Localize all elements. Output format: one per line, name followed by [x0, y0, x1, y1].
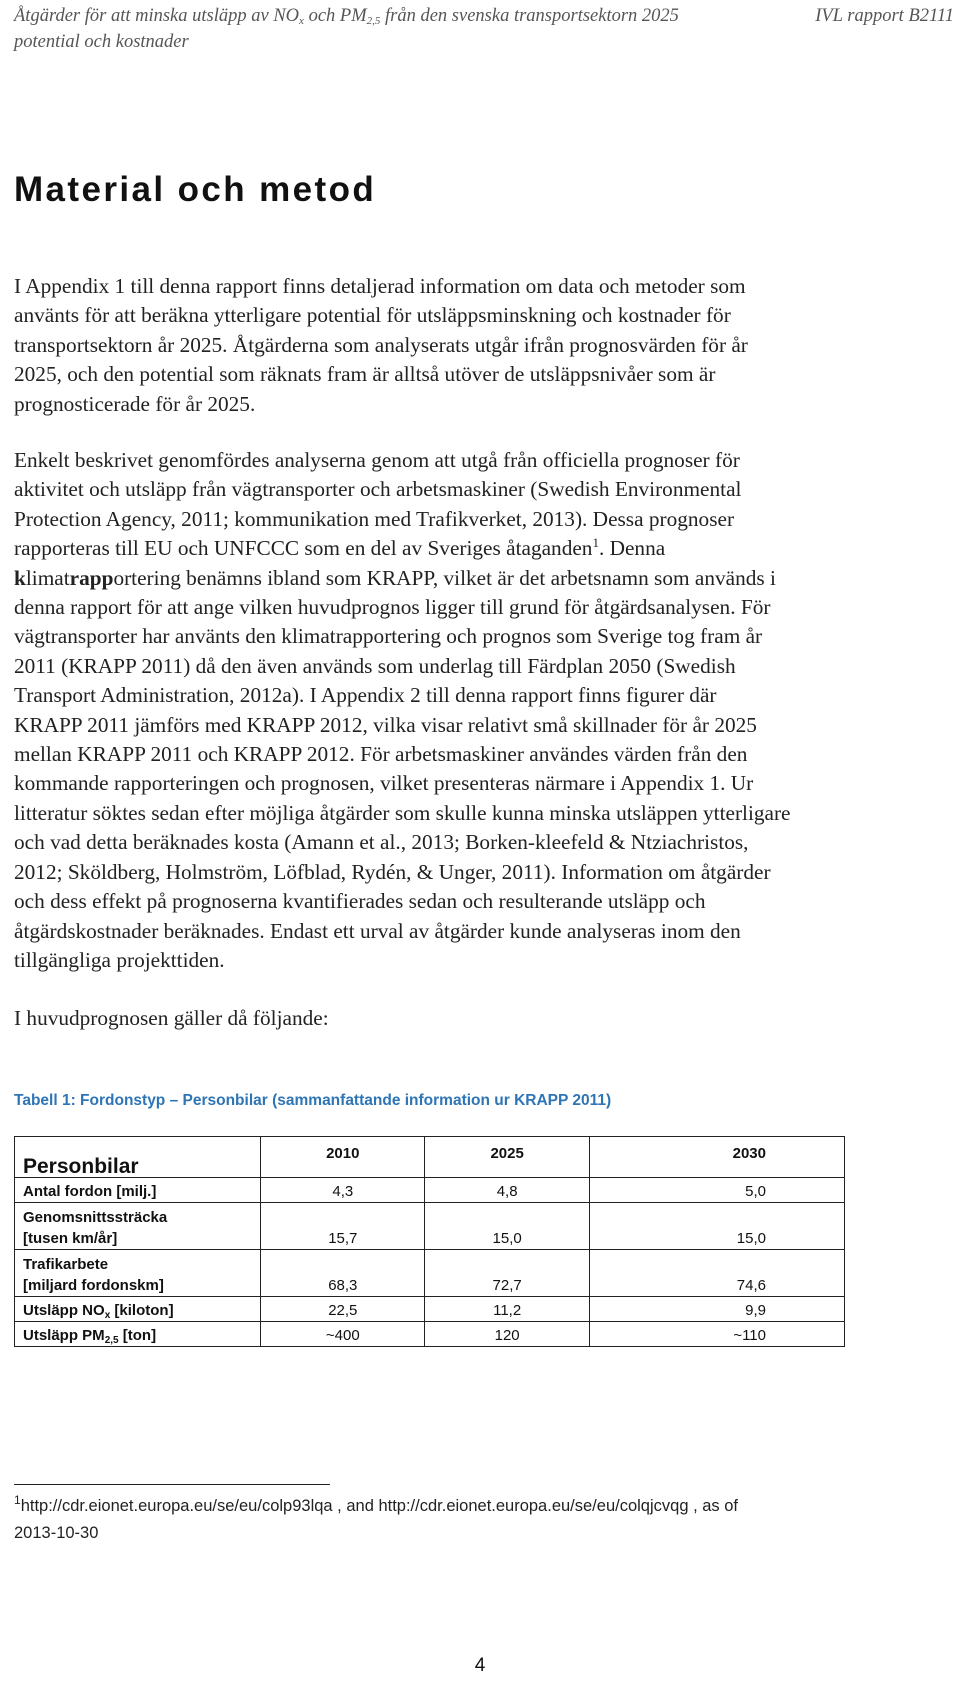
report-title-part: Åtgärder för att minska utsläpp av NO — [14, 6, 300, 26]
table-cell: 9,9 — [589, 1297, 844, 1322]
text-line: 2025, och den potential som räknats fram är alltså utöver de utsläppsnivåer som är — [14, 362, 716, 387]
table-caption: Tabell 1: Fordonstyp – Personbilar (sammanfattande information ur KRAPP 2011) — [14, 1092, 612, 1109]
report-title — [14, 4, 679, 29]
footnote-line: 2013-10-30 — [14, 1524, 99, 1542]
page-number: 4 — [474, 1655, 486, 1676]
table-cell: 15,0 — [589, 1203, 844, 1250]
report-title-part: från den svenska transportsektorn 2025 — [380, 6, 679, 26]
text-line: transportsektorn år 2025. Åtgärderna som analyserats utgår ifrån prognosvärden för år — [14, 332, 748, 357]
text-fragment: limat — [25, 565, 70, 590]
row-label — [15, 1322, 261, 1347]
row-label: Antal fordon [milj.] — [15, 1178, 261, 1203]
table-cell: 4,3 — [261, 1178, 425, 1203]
table-row — [15, 1178, 845, 1203]
report-title-subscript: 2,5 — [366, 15, 381, 27]
table-row — [15, 1322, 845, 1347]
row-label-subscript: 2,5 — [104, 1335, 119, 1346]
report-subtitle: potential och kostnader — [14, 32, 189, 52]
paragraph-method — [14, 446, 944, 975]
table-header-year: 2030 — [589, 1137, 844, 1178]
table-cell: 5,0 — [589, 1178, 844, 1203]
table-cell: 4,8 — [425, 1178, 589, 1203]
row-label-part: [kiloton] — [110, 1302, 174, 1319]
text-line: åtgärdskostnader beräknades. Endast ett urval av åtgärder kunde analyseras inom den — [14, 918, 741, 943]
row-label-part: Utsläpp PM — [23, 1327, 105, 1344]
text-line: kommande rapporteringen och prognosen, vilket presenteras närmare i Appendix 1. Ur — [14, 771, 754, 796]
table-header-label: Personbilar — [15, 1137, 261, 1178]
table-header-year: 2010 — [261, 1137, 425, 1178]
text-line: Transport Administration, 2012a). I Appendix 2 till denna rapport finns figurer där — [14, 683, 717, 708]
table-cell: 22,5 — [261, 1297, 425, 1322]
paragraph-intro — [14, 272, 944, 419]
table-cell: ~110 — [589, 1322, 844, 1347]
table-cell: 15,7 — [261, 1203, 425, 1250]
table-cell: 72,7 — [425, 1250, 589, 1297]
section-heading: Material och metod — [14, 170, 377, 209]
row-label-part: Utsläpp NO — [23, 1302, 105, 1319]
table-row — [15, 1250, 845, 1297]
text-line — [14, 564, 944, 593]
footnote-marker: 1 — [14, 1493, 21, 1507]
text-line: och dess effekt på prognoserna kvantifierades sedan och resulterande utsläpp och — [14, 889, 706, 914]
emphasis-letters: rapp — [69, 565, 114, 590]
text-line: tillgängliga projekttiden. — [14, 947, 225, 972]
row-label-subscript: x — [104, 1310, 111, 1321]
text-line: Protection Agency, 2011; kommunikation med Trafikverket, 2013). Dessa prognoser — [14, 506, 735, 531]
table-cell: 15,0 — [425, 1203, 589, 1250]
text-line: aktivitet och utsläpp från vägtransporter och arbetsmaskiner (Swedish Environmental — [14, 477, 742, 502]
table-cell: 11,2 — [425, 1297, 589, 1322]
row-label — [15, 1250, 261, 1297]
table-cell: 68,3 — [261, 1250, 425, 1297]
table-row — [15, 1297, 845, 1322]
footnote-divider — [14, 1484, 330, 1485]
text-line: I huvudprognosen gäller då följande: — [14, 1006, 329, 1030]
table-header-year: 2025 — [425, 1137, 589, 1178]
row-label-line: Trafikarbete — [23, 1256, 109, 1273]
emphasis-letter: k — [14, 565, 26, 590]
text-line: I Appendix 1 till denna rapport finns detaljerad information om data och metoder som — [14, 274, 746, 298]
footnote-line — [14, 1493, 954, 1520]
text-line: prognosticerade för år 2025. — [14, 391, 256, 416]
row-label-line: [miljard fordonskm] — [23, 1277, 164, 1294]
text-line: 2012; Sköldberg, Holmström, Löfblad, Rydén, & Unger, 2011). Information om åtgärder — [14, 859, 771, 884]
table-cell: 74,6 — [589, 1250, 844, 1297]
table-cell: ~400 — [261, 1322, 425, 1347]
running-header — [14, 4, 954, 56]
text-line: 2011 (KRAPP 2011) då den även används som underlag till Färdplan 2050 (Swedish — [14, 653, 736, 678]
footnote — [14, 1493, 954, 1547]
text-fragment: . Denna — [598, 536, 666, 561]
report-number: IVL rapport B2111 — [815, 6, 954, 26]
text-line: mellan KRAPP 2011 och KRAPP 2012. För arbetsmaskiner användes värden från den — [14, 742, 748, 767]
text-line: KRAPP 2011 jämförs med KRAPP 2012, vilka visar relativt små skillnader för år 2025 — [14, 712, 757, 737]
data-table — [14, 1136, 845, 1347]
text-line: litteratur söktes sedan efter möjliga åtgärder som skulle kunna minska utsläppen ytterligare — [14, 800, 791, 825]
report-title-part: och PM — [303, 6, 367, 26]
text-line: denna rapport för att ange vilken huvudprognos ligger till grund för åtgärdsanalysen. För — [14, 595, 771, 620]
text-fragment: rapporteras till EU och UNFCCC som en del av Sveriges åtaganden — [14, 536, 593, 561]
row-label-line: [tusen km/år] — [23, 1230, 118, 1247]
text-line: vägtransporter har använts den klimatrapportering och prognos som Sverige tog fram år — [14, 624, 763, 649]
row-label — [15, 1203, 261, 1250]
row-label-line: Genomsnittssträcka — [23, 1209, 168, 1226]
text-line: och vad detta beräknades kosta (Amann et al., 2013; Borken-kleefeld & Ntziachristos, — [14, 830, 749, 855]
text-line: Enkelt beskrivet genomfördes analyserna genom att utgå från officiella prognoser för — [14, 448, 740, 472]
row-label-part: [ton] — [118, 1327, 157, 1344]
table-cell: 120 — [425, 1322, 589, 1347]
text-line: använts för att beräkna ytterligare potential för utsläppsminskning och kostnader för — [14, 303, 731, 328]
text-line — [14, 534, 944, 563]
table-header-row — [15, 1137, 845, 1178]
footnote-links[interactable]: http://cdr.eionet.europa.eu/se/eu/colp93lqa , and http://cdr.eionet.europa.eu/se/eu/colqjcvqg , as of — [20, 1497, 739, 1515]
paragraph-lead-in — [14, 1004, 944, 1033]
table-row — [15, 1203, 845, 1250]
footnote-ref-link[interactable]: 1 — [592, 535, 599, 551]
row-label — [15, 1297, 261, 1322]
report-title-subscript: x — [299, 15, 304, 27]
text-fragment: ortering benämns ibland som KRAPP, vilket är det arbetsnamn som används i — [113, 565, 776, 590]
